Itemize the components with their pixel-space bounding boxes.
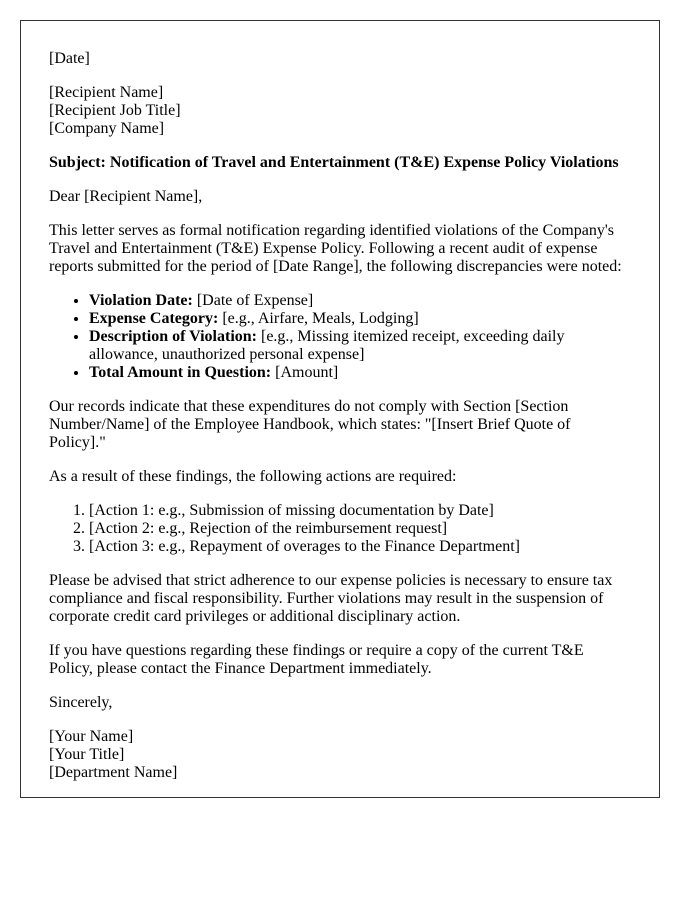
- action-item: 3. [Action 3: e.g., Repayment of overages to the Finance Department]: [89, 538, 631, 556]
- violation-label: Total Amount in Question:: [89, 364, 272, 381]
- records-paragraph: Our records indicate that these expenditures do not comply with Section [Section Number/Name] of the Employee Handbook, which states: "[Insert Brief Quote of Policy].": [49, 398, 571, 451]
- violation-value: [e.g., Airfare, Meals, Lodging]: [218, 310, 419, 327]
- violation-item-description: [89, 328, 631, 364]
- violation-item-date: [89, 292, 631, 310]
- signature-block: [49, 728, 631, 782]
- letter-date: [Date]: [49, 50, 90, 67]
- recipient-company: [Company Name]: [49, 120, 165, 137]
- letter-container: [20, 20, 660, 798]
- violation-item-category: [89, 310, 631, 328]
- sender-name: [Your Name]: [49, 728, 134, 745]
- actions-intro: As a result of these findings, the following actions are required:: [49, 468, 457, 485]
- sender-department: [Department Name]: [49, 764, 178, 781]
- action-item: 1. [Action 1: e.g., Submission of missing documentation by Date]: [89, 502, 631, 520]
- actions-list: [49, 502, 631, 556]
- intro-paragraph: This letter serves as formal notification regarding identified violations of the Company's Travel and Entertainment (T&E) Expense Policy. Following a recent audit of expense reports submitted for the period of [Date Range], the following discrepancies were noted:: [49, 222, 622, 275]
- sender-title: [Your Title]: [49, 746, 125, 763]
- violation-value: [Amount]: [271, 364, 339, 381]
- contact-paragraph: If you have questions regarding these findings or require a copy of the current T&E Policy, please contact the Finance Department immediately.: [49, 642, 584, 677]
- violation-value: [Date of Expense]: [192, 292, 314, 309]
- violation-label: Violation Date:: [89, 292, 193, 309]
- recipient-block: [49, 84, 631, 138]
- subject-line: Subject: Notification of Travel and Entertainment (T&E) Expense Policy Violations: [49, 154, 619, 171]
- violation-item-amount: [89, 364, 631, 382]
- violation-value: [e.g., Missing itemized receipt, exceeding daily allowance, unauthorized personal expense]: [89, 328, 565, 363]
- advisory-paragraph: Please be advised that strict adherence to our expense policies is necessary to ensure tax compliance and fiscal responsibility. Further violations may result in the suspension of corporate credit card privileges or additional disciplinary action.: [49, 572, 613, 625]
- violations-list: [49, 292, 631, 382]
- salutation: Dear [Recipient Name],: [49, 188, 203, 205]
- action-item: 2. [Action 2: e.g., Rejection of the reimbursement request]: [89, 520, 631, 538]
- closing: Sincerely,: [49, 694, 113, 711]
- violation-label: Expense Category:: [89, 310, 219, 327]
- recipient-job-title: [Recipient Job Title]: [49, 102, 181, 119]
- violation-label: Description of Violation:: [89, 328, 257, 345]
- recipient-name: [Recipient Name]: [49, 84, 164, 101]
